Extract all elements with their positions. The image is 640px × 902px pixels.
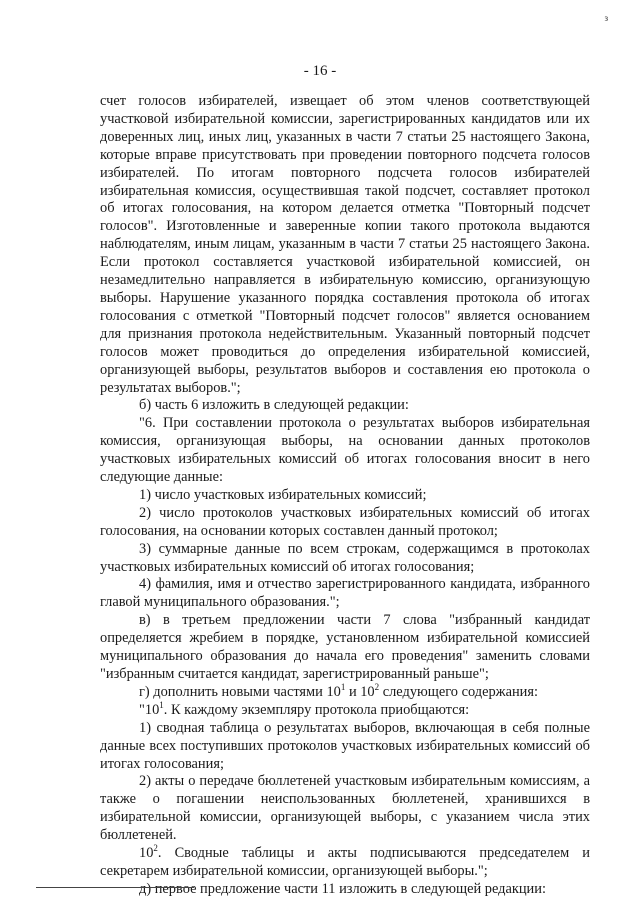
paragraph-list-4: 4) фамилия, имя и отчество зарегистрированного кандидата, избранного главой муниципального образования."; — [100, 576, 590, 611]
item-g-sup-1: 1 — [340, 682, 346, 693]
item-g-text-1: г) дополнить новыми частями 10 — [139, 683, 341, 700]
paragraph-item-d: д) первое предложение части 11 изложить в следующей редакции: — [139, 880, 546, 897]
paragraph-part-10-1 — [100, 702, 590, 720]
item-g-sup-2: 2 — [374, 682, 380, 693]
part-10-1-text-2: . К каждому экземпляру протокола приобщаются: — [163, 701, 470, 718]
paragraph-item-g — [100, 684, 590, 702]
paragraph-list-1: 1) число участковых избирательных комиссий; — [139, 486, 427, 503]
corner-mark: з — [604, 13, 608, 23]
paragraph-part-10-2 — [100, 845, 590, 881]
part-10-1-text-1: "10 — [139, 701, 160, 718]
part-10-1-sup: 1 — [159, 700, 164, 711]
page-number: - 16 - — [303, 63, 337, 79]
paragraph-item-b: б) часть 6 изложить в следующей редакции: — [139, 397, 409, 414]
paragraph-attach-2: 2) акты о передаче бюллетеней участковым избирательным комиссиям, а также о погашении неиспользованных бюллетеней, хранившихся в избирательной комиссии, организующей выборы, с указанием числа этих бюллетеней. — [100, 773, 590, 844]
paragraph-continuation: счет голосов избирателей, извещает об этом членов соответствующей участковой избирательной комиссии, зарегистрированных кандидатов или их доверенных лиц, иных лиц, указанных в части 7 статьи 25 настоящего Закона, которые вправе присутствовать при проведении повторного подсчета голосов избирателей. По итогам повторного подсчета голосов избирателей избирательная комиссия, осуществившая такой подсчет, составляет протокол об итогах голосования, на котором делается отметка "Повторный подсчет голосов". Изготовленные и заверенные копии такого протокола выдаются наблюдателям, иным лицам, указанным в части 7 статьи 25 настоящего Закона. Если протокол составляется участковой избирательной комиссией, он незамедлительно направляется в избирательную комиссию, организующую выборы. Нарушение указанного порядка составления протокола об итогах голосования с отметкой "Повторный подсчет голосов" является основанием для признания протокола недействительным. Указанный повторный подсчет голосов может проводиться до определения избирательной комиссией, организующей выборы, результатов выборов и составления ею протокола о результатах выборов."; — [100, 93, 590, 396]
paragraph-list-3: 3) суммарные данные по всем строкам, содержащимся в протоколах участковых избирательных комиссий об итогах голосования; — [100, 540, 590, 575]
paragraph-list-2: 2) число протоколов участковых избирательных комиссий об итогах голосования, на основании которых составлен данный протокол; — [100, 504, 590, 539]
part-10-2-sup: 2 — [153, 843, 158, 854]
part-10-2-text-2: . Сводные таблицы и акты подписываются председателем и секретарем избирательной комиссии, организующей выборы."; — [100, 845, 590, 879]
paragraph-item-v: в) в третьем предложении части 7 слова "избранный кандидат определяется жребием в порядке, установленном избирательной комиссией муниципального образования до начала его проведения" заменить словами "избранным считается кандидат, зарегистрированный раньше"; — [100, 612, 590, 682]
paragraph-part-6: "6. При составлении протокола о результатах выборов избирательная комиссия, организующая выборы, на основании данных протоколов участковых избирательных комиссий об итогах голосования вносит в него следующие данные: — [100, 415, 590, 486]
paragraph-attach-1: 1) сводная таблица о результатах выборов, включающая в себя полные данные всех поступивших протоколов участковых избирательных комиссий об итогах голосования; — [100, 719, 590, 772]
item-g-text-2: и 10 — [345, 683, 375, 700]
part-10-2-text-1: 10 — [139, 845, 154, 862]
item-g-text-3: следующего содержания: — [379, 683, 538, 700]
footer-rule — [36, 887, 194, 888]
document-body — [100, 93, 590, 899]
